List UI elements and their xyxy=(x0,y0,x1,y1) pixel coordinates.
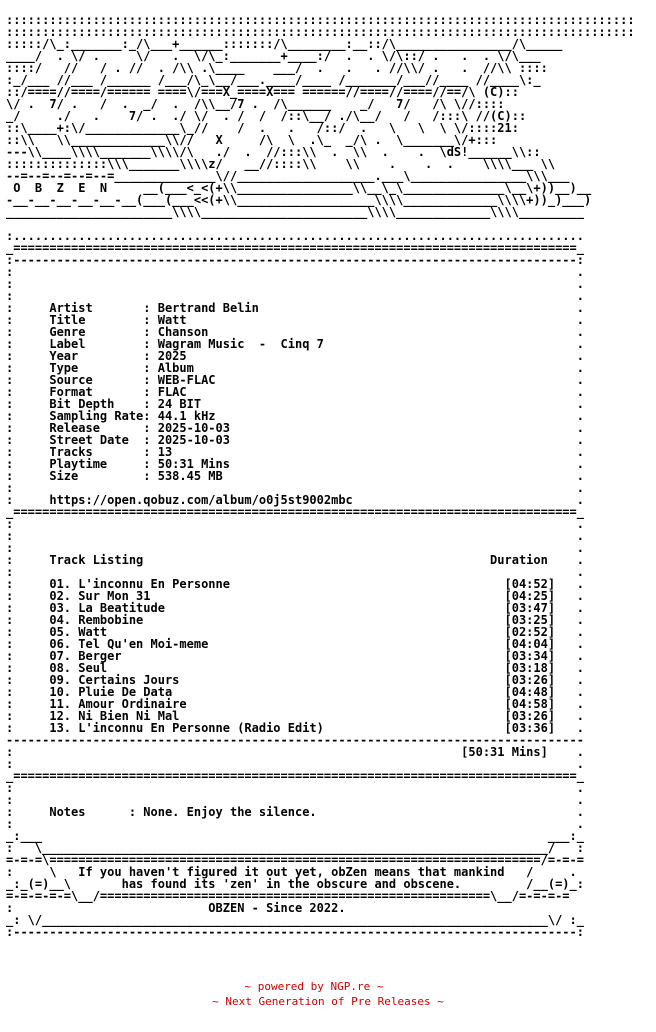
ngp-tagline: ~ Next Generation of Pre Releases ~ xyxy=(212,995,444,1008)
nfo-text: ::::::::::::::::::::::::::::::::::::::::::::::::::::::::::::::::::::::::::::::::::::::: ::::::::::::::::::::::::::::::::::::::::::::::::::::::::::::::::::::::::::::::::::::::: :::::/\_:_______:_/\___+______:::::::/\________:__::/\________________/\_____ ____/ . \/ . \/ . \/\_:_______+____:/ . . \/\::/ . . . \/\___ ::::/ // / . // . /\\ .\____ ___/ . . . //\\/ . . //\\ :::: :_/___ //___ /______ /___/\_\__/___.____/____ /_______/___//____ //____\:_ ::/====//====/====== ====\/===X_====X=== ======//====//====//==/\ (C):: \/ . 7/ . / . _/ . /\\__/7 . /\______ _/ 7/ /\ \//:::: _/ ./ . 7/ . ./ \/ . / / /::\__/ ./\__/ / /:::\ //(C):: ::\____+:\/_____________\_// / . . /::/ . \ \ \ \/::::21: ::\\ \\_____________\\// X /\ \ .\_ _/\ . \_______\/+::: ---\\____\\\\_______\\\\/\ ./ . //:::\\ . \\ . . \dS!______\\:: ::::::::::::::\\\_______\\\\z/ __//::::\\ \\ . . . \\\\___ \\ --=--=--=--=--=______________\//___________________.___\________________\\\___ O B Z E N __(___<_<(+\\________________\\__\_\______________\__\+))__)__ -__-__-__-__-__-__(___(___<<(+\\___________________\\\\_____________\\\\+))_)___) _______________________\\\\_______________________\\\\_____________\\\\_________ :............................................................................... _==============================================================================_ :------------------------------------------------------------------------------: : . : . : . : Artist : Bertrand Belin . : Title : Watt . : Genre : Chanson . : Label : Wagram Music - Cinq 7 . : Year : 2025 . : Type : Album . : Source : WEB-FLAC . : Format : FLAC . : Bit Depth : 24 BIT . : Sampling Rate: 44.1 kHz . : Release : 2025-10-03 . : Street Date : 2025-10-03 . : Tracks : 13 . : Playtime : 50:31 Mins . : Size : 538.45 MB . : . : https://open.qobuz.com/album/o0j5st9002mbc . _==============================================================================_ : . : . : . : Track Listing Duration . : . : 01. L'inconnu En Personne [04:52] . : 02. Sur Mon 31 [04:25] . : 03. La Beatitude [03:47] . : 04. Rembobine [03:25] . : 05. Watt [02:52] . : 06. Tel Qu'en Moi-meme [04:04] . : 07. Berger [03:34] . : 08. Seul [03:18] . : 09. Certains Jours [03:26] . : 10. Pluie De Data [04:48] . : 11. Amour Ordinaire [04:58] . : 12. Ni Bien Ni Mal [03:26] . : 13. L'inconnu En Personne (Radio Edit) [03:36] . -------------------------------------------------------------------------------- : [50:31 Mins] . : . _==============================================================================_ : . : . : Notes : None. Enjoy the silence. . : . _:___ ___:_ : \______________________________________________________________________/ : =-=-=\====================================================================/=-=-= : \ If you haven't figured it out yet, obZen means that mankind / . _:_(=)__\ has found its 'zen' in the obscure and obscene. /__(=)_: =-=-=-=-=\__/======================================================\__/=-=-=-= : OBZEN - Since 2022. _: \/______________________________________________________________________\/ :_ :------------------------------------------------------------------------------: xyxy=(6,13,635,939)
powered-by-credit: ~ powered by NGP.re ~ xyxy=(244,980,384,993)
